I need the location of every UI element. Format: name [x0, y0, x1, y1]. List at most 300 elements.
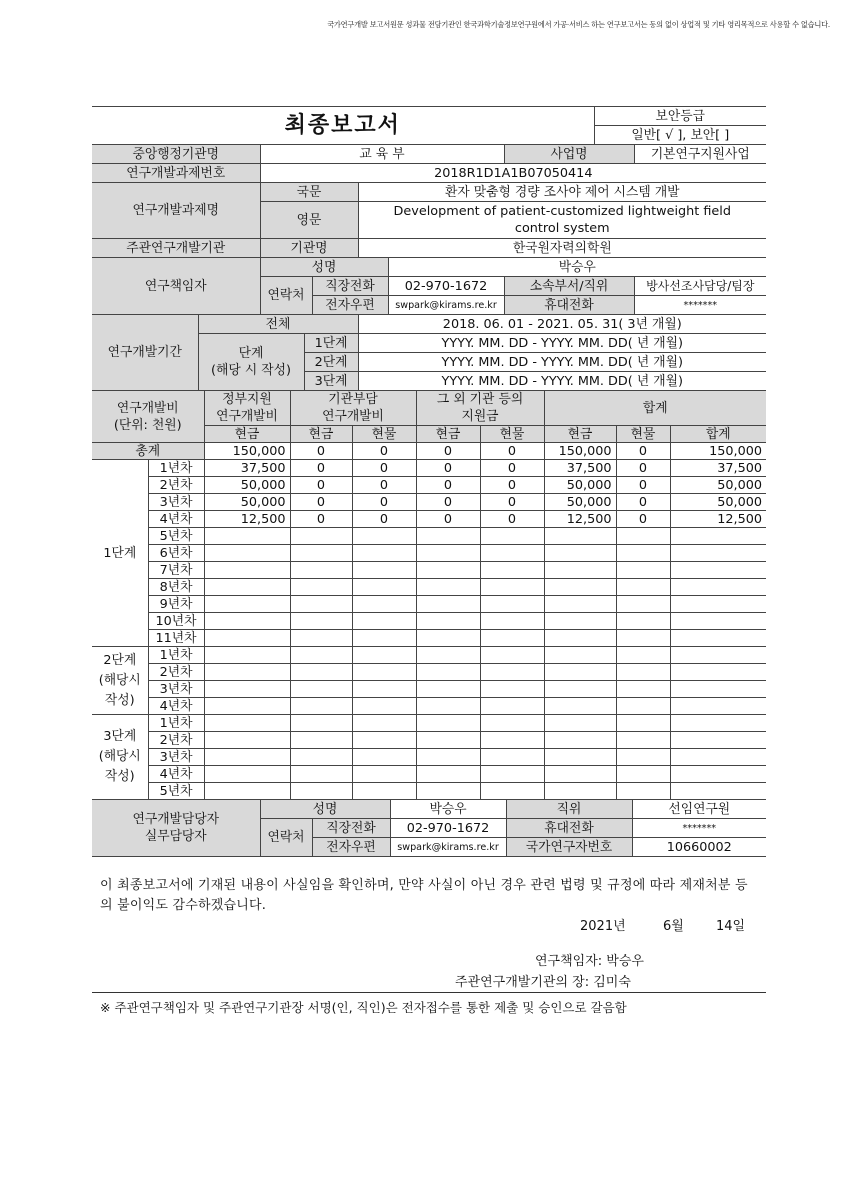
report-title: 최종보고서 [92, 107, 594, 145]
pi-dept-value: 방사선조사담당/팀장 [634, 277, 766, 296]
budget-cell [670, 681, 766, 698]
budget-word: 연구개발비 [116, 400, 179, 416]
budget-total-label: 총계 [92, 443, 204, 460]
budget-cell: 37,500 [204, 460, 290, 477]
budget-cell [544, 562, 616, 579]
sum-kind-header: 현물 [616, 426, 670, 443]
budget-cell [352, 579, 416, 596]
budget-cell [204, 749, 290, 766]
budget-cell: 0 [480, 477, 544, 494]
budget-cell [416, 698, 480, 715]
budget-cell [480, 783, 544, 800]
budget-cell [480, 630, 544, 647]
staff-label-line-2: 실무담당자 [144, 829, 207, 844]
other-fund-line-1: 그 외 기관 등의 [436, 392, 524, 407]
pi-name-label: 성명 [260, 258, 388, 277]
stage-2-rows [92, 647, 766, 715]
budget-cell [290, 562, 352, 579]
period-stage-label [198, 334, 304, 391]
budget-cell [352, 749, 416, 766]
budget-cell [670, 698, 766, 715]
project-number-value: 2018R1D1A1B07050414 [260, 164, 766, 183]
budget-cell [616, 783, 670, 800]
budget-cell: 0 [352, 477, 416, 494]
staff-name-value: 박승우 [390, 800, 506, 819]
budget-cell [416, 579, 480, 596]
korean-title-label: 국문 [260, 183, 358, 202]
budget-year-row [92, 613, 766, 630]
budget-cell [416, 562, 480, 579]
total-cell: 150,000 [544, 443, 616, 460]
stage-2-label [92, 647, 148, 715]
budget-cell [480, 664, 544, 681]
budget-year-row [92, 664, 766, 681]
budget-cell [204, 715, 290, 732]
gov-fund-header [204, 391, 290, 426]
year-label: 6년차 [148, 545, 204, 562]
sum-total-header: 합계 [670, 426, 766, 443]
budget-cell [352, 545, 416, 562]
budget-cell: 0 [290, 494, 352, 511]
budget-cell: 50,000 [204, 477, 290, 494]
budget-cell [204, 664, 290, 681]
budget-cell [290, 749, 352, 766]
budget-cell [416, 528, 480, 545]
budget-cell [616, 749, 670, 766]
inst-fund-header [290, 391, 416, 426]
total-cell: 0 [480, 443, 544, 460]
pi-label: 연구책임자 [92, 258, 260, 315]
budget-cell: 50,000 [204, 494, 290, 511]
pi-email-value: swpark@kirams.re.kr [388, 296, 504, 315]
stage-3-label-line: 3단계 [103, 729, 137, 744]
other-kind-header: 현물 [480, 426, 544, 443]
project-number-label: 연구개발과제번호 [92, 164, 260, 183]
budget-year-row [92, 511, 766, 528]
pledge-statement: 이 최종보고서에 기재된 내용이 사실임을 확인하며, 만약 사실이 아닌 경우 관련 법령 및 규정에 따라 제재처분 등의 불이익도 감수하겠습니다. [100, 878, 748, 913]
budget-cell [616, 579, 670, 596]
budget-cell [480, 647, 544, 664]
budget-year-row [92, 783, 766, 800]
budget-cell [416, 545, 480, 562]
total-cell: 0 [616, 443, 670, 460]
budget-cell [290, 732, 352, 749]
stage-2-label-line: 2단계 [103, 652, 137, 668]
other-cash-header: 현금 [416, 426, 480, 443]
total-cell: 150,000 [670, 443, 766, 460]
divider [92, 992, 766, 993]
inst-fund-line-1: 기관부담 [328, 392, 378, 407]
budget-year-row [92, 647, 766, 664]
budget-label [92, 391, 204, 443]
budget-cell [616, 545, 670, 562]
budget-cell [290, 545, 352, 562]
year-label: 4년차 [148, 698, 204, 715]
budget-cell [416, 783, 480, 800]
pi-contact-label: 연락처 [260, 277, 312, 315]
budget-cell [616, 613, 670, 630]
ministry-label: 중앙행정기관명 [92, 145, 260, 164]
budget-year-row [92, 579, 766, 596]
budget-year-row [92, 698, 766, 715]
staff-contact-label: 연락처 [260, 819, 312, 857]
budget-year-row [92, 460, 766, 477]
budget-cell [290, 715, 352, 732]
budget-cell: 0 [480, 511, 544, 528]
year-label: 3년차 [148, 749, 204, 766]
budget-cell [544, 664, 616, 681]
budget-cell [544, 766, 616, 783]
budget-cell [416, 647, 480, 664]
budget-cell [480, 562, 544, 579]
budget-cell [290, 766, 352, 783]
budget-cell [544, 528, 616, 545]
date-year: 2021년 [580, 919, 626, 934]
period-stage-2-label: 2단계 [304, 353, 358, 372]
project-title-label: 연구개발과제명 [92, 183, 260, 239]
budget-cell: 0 [480, 494, 544, 511]
budget-cell [670, 664, 766, 681]
budget-cell [670, 630, 766, 647]
budget-cell [480, 681, 544, 698]
budget-cell [352, 681, 416, 698]
budget-cell [416, 630, 480, 647]
budget-year-row [92, 477, 766, 494]
stage-word: 단계 [238, 346, 264, 361]
budget-cell [480, 545, 544, 562]
gov-fund-line-1: 정부지원 [222, 392, 272, 407]
budget-cell: 0 [352, 511, 416, 528]
head-signature: 주관연구개발기관의 장: 김미숙 [455, 975, 631, 990]
budget-cell [480, 613, 544, 630]
budget-cell [616, 630, 670, 647]
budget-cell [416, 766, 480, 783]
budget-cell [352, 630, 416, 647]
researcher-number-label: 국가연구자번호 [506, 838, 632, 857]
budget-cell: 0 [416, 511, 480, 528]
stage-2-label-line: 작성) [104, 692, 135, 708]
report-info-table [92, 106, 766, 315]
budget-year-row [92, 596, 766, 613]
budget-cell [544, 732, 616, 749]
year-label: 1년차 [148, 715, 204, 732]
budget-cell [290, 698, 352, 715]
budget-cell [290, 783, 352, 800]
gov-cash-header: 현금 [204, 426, 290, 443]
total-cell: 0 [352, 443, 416, 460]
budget-unit: (단위: 천원) [113, 417, 182, 433]
budget-cell [616, 562, 670, 579]
budget-cell [204, 783, 290, 800]
budget-cell [352, 766, 416, 783]
budget-cell: 12,500 [544, 511, 616, 528]
budget-cell [670, 579, 766, 596]
stage-3-label [92, 715, 148, 800]
budget-cell [544, 630, 616, 647]
budget-cell [616, 698, 670, 715]
budget-cell [204, 579, 290, 596]
budget-cell [290, 647, 352, 664]
pi-name-value: 박승우 [388, 258, 766, 277]
staff-name-label: 성명 [260, 800, 390, 819]
budget-cell [290, 613, 352, 630]
budget-cell [204, 545, 290, 562]
sum-header: 합계 [544, 391, 766, 426]
budget-cell: 0 [352, 494, 416, 511]
english-title-label: 영문 [260, 202, 358, 239]
year-label: 5년차 [148, 783, 204, 800]
budget-cell: 0 [616, 511, 670, 528]
budget-cell [204, 647, 290, 664]
budget-cell [670, 647, 766, 664]
budget-year-row [92, 494, 766, 511]
budget-cell [290, 681, 352, 698]
budget-cell [544, 681, 616, 698]
budget-cell [290, 630, 352, 647]
budget-cell [616, 528, 670, 545]
budget-cell [544, 596, 616, 613]
year-label: 5년차 [148, 528, 204, 545]
budget-cell [204, 630, 290, 647]
budget-cell [670, 749, 766, 766]
budget-year-row [92, 528, 766, 545]
budget-cell: 12,500 [670, 511, 766, 528]
budget-cell: 0 [616, 477, 670, 494]
staff-phone-label: 직장전화 [312, 819, 390, 838]
budget-cell [352, 732, 416, 749]
budget-cell [352, 528, 416, 545]
year-label: 1년차 [148, 460, 204, 477]
budget-cell [416, 681, 480, 698]
budget-year-row [92, 715, 766, 732]
budget-cell: 50,000 [544, 477, 616, 494]
pi-mobile-label: 휴대전화 [504, 296, 634, 315]
budget-cell [204, 596, 290, 613]
korean-title-value: 환자 맞춤형 경량 조사야 제어 시스템 개발 [358, 183, 766, 202]
year-label: 3년차 [148, 494, 204, 511]
budget-cell [544, 579, 616, 596]
budget-cell [204, 528, 290, 545]
staff-email-label: 전자우편 [312, 838, 390, 857]
budget-cell [616, 647, 670, 664]
date-month: 6월 [663, 919, 684, 934]
budget-cell [352, 698, 416, 715]
budget-cell [670, 715, 766, 732]
budget-cell [544, 613, 616, 630]
budget-year-row [92, 545, 766, 562]
footnote: ※ 주관연구책임자 및 주관연구기관장 서명(인, 직인)은 전자접수를 통한 제출 및 승인으로 갈음함 [100, 1000, 627, 1015]
budget-cell [544, 647, 616, 664]
budget-cell [480, 749, 544, 766]
budget-cell [670, 562, 766, 579]
budget-cell [204, 681, 290, 698]
budget-cell [480, 579, 544, 596]
other-fund-header [416, 391, 544, 426]
budget-cell: 0 [416, 477, 480, 494]
gov-fund-line-2: 연구개발비 [216, 409, 278, 424]
inst-cash-header: 현금 [290, 426, 352, 443]
total-cell: 0 [290, 443, 352, 460]
budget-cell [616, 596, 670, 613]
ministry-value: 교 육 부 [260, 145, 504, 164]
year-label: 8년차 [148, 579, 204, 596]
budget-cell [480, 698, 544, 715]
budget-cell [352, 664, 416, 681]
budget-cell [670, 732, 766, 749]
budget-cell [290, 664, 352, 681]
budget-cell: 0 [480, 460, 544, 477]
budget-cell: 0 [416, 494, 480, 511]
org-name-label: 기관명 [260, 239, 358, 258]
budget-cell: 37,500 [670, 460, 766, 477]
budget-year-row [92, 681, 766, 698]
budget-cell [544, 715, 616, 732]
year-label: 11년차 [148, 630, 204, 647]
inst-kind-header: 현물 [352, 426, 416, 443]
year-label: 2년차 [148, 732, 204, 749]
budget-cell [204, 698, 290, 715]
budget-cell [616, 681, 670, 698]
budget-cell: 50,000 [544, 494, 616, 511]
budget-total-row [92, 443, 766, 460]
budget-cell [204, 766, 290, 783]
period-table [92, 314, 766, 391]
staff-label-line-1: 연구개발담당자 [132, 812, 220, 827]
budget-year-row [92, 562, 766, 579]
pi-phone-value: 02-970-1672 [388, 277, 504, 296]
budget-cell [544, 545, 616, 562]
program-value: 기본연구지원사업 [634, 145, 766, 164]
staff-position-value: 선임연구원 [632, 800, 766, 819]
budget-cell [352, 647, 416, 664]
researcher-number-value: 10660002 [632, 838, 766, 857]
staff-label [92, 800, 260, 857]
budget-cell [480, 715, 544, 732]
pi-mobile-value: ******* [634, 296, 766, 315]
budget-cell [544, 698, 616, 715]
stage-1-label: 1단계 [92, 460, 148, 647]
pi-dept-label: 소속부서/직위 [504, 277, 634, 296]
budget-cell: 50,000 [670, 494, 766, 511]
budget-cell [480, 596, 544, 613]
budget-cell [616, 715, 670, 732]
period-label: 연구개발기간 [92, 315, 198, 391]
year-label: 1년차 [148, 647, 204, 664]
budget-cell: 50,000 [670, 477, 766, 494]
year-label: 4년차 [148, 766, 204, 783]
staff-phone-value: 02-970-1672 [390, 819, 506, 838]
period-stage-1-value: YYYY. MM. DD - YYYY. MM. DD( 년 개월) [358, 334, 766, 353]
budget-cell [290, 528, 352, 545]
year-label: 7년차 [148, 562, 204, 579]
other-fund-line-2: 지원금 [461, 409, 499, 424]
pi-email-label: 전자우편 [312, 296, 388, 315]
org-name-value: 한국원자력의학원 [358, 239, 766, 258]
budget-cell [204, 562, 290, 579]
budget-cell: 0 [352, 460, 416, 477]
budget-cell [204, 732, 290, 749]
staff-mobile-value: ******* [632, 819, 766, 838]
budget-table [92, 390, 766, 800]
staff-table [92, 799, 766, 857]
security-grade-value: 일반[ √ ], 보안[ ] [594, 126, 766, 145]
budget-year-row [92, 630, 766, 647]
year-label: 3년차 [148, 681, 204, 698]
budget-cell [670, 613, 766, 630]
inst-fund-line-2: 연구개발비 [322, 409, 384, 424]
budget-cell: 0 [616, 494, 670, 511]
year-label: 2년차 [148, 664, 204, 681]
staff-mobile-label: 휴대전화 [506, 819, 632, 838]
budget-cell [290, 579, 352, 596]
budget-cell [544, 783, 616, 800]
budget-cell [204, 613, 290, 630]
budget-cell [416, 596, 480, 613]
total-cell: 150,000 [204, 443, 290, 460]
budget-cell [670, 766, 766, 783]
budget-cell: 37,500 [544, 460, 616, 477]
budget-cell [352, 596, 416, 613]
budget-year-row [92, 732, 766, 749]
staff-email-value: swpark@kirams.re.kr [390, 838, 506, 857]
budget-cell [670, 528, 766, 545]
budget-cell: 0 [290, 511, 352, 528]
security-grade-label: 보안등급 [594, 107, 766, 126]
period-total-value: 2018. 06. 01 - 2021. 05. 31( 3년 개월) [358, 315, 766, 334]
english-title-value: Development of patient-customized lightweight field control system [358, 202, 766, 239]
budget-year-row [92, 766, 766, 783]
pi-signature: 연구책임자: 박승우 [535, 954, 644, 969]
budget-cell [352, 783, 416, 800]
budget-cell [670, 783, 766, 800]
pi-phone-label: 직장전화 [312, 277, 388, 296]
budget-cell: 0 [416, 460, 480, 477]
budget-cell [352, 613, 416, 630]
stage-note: (해당 시 작성) [211, 363, 291, 378]
budget-cell: 0 [290, 477, 352, 494]
budget-cell [352, 562, 416, 579]
budget-cell [416, 715, 480, 732]
stage-2-label-line: (해당시 [98, 672, 141, 688]
year-label: 4년차 [148, 511, 204, 528]
stage-3-label-line: 작성) [104, 769, 135, 784]
year-label: 9년차 [148, 596, 204, 613]
report-cover-form [92, 106, 766, 857]
period-stage-3-label: 3단계 [304, 372, 358, 391]
budget-cell [616, 766, 670, 783]
program-label: 사업명 [504, 145, 634, 164]
copyright-notice: 국가연구개발 보고서원문 성과물 전담기관인 한국과학기술정보연구원에서 가공·서비스 하는 연구보고서는 동의 없이 상업적 및 기타 영리목적으로 사용할 수 없습니다. [327, 20, 830, 29]
budget-cell: 0 [290, 460, 352, 477]
period-total-label: 전체 [198, 315, 358, 334]
stage-3-rows [92, 715, 766, 800]
budget-cell: 12,500 [204, 511, 290, 528]
budget-cell [416, 664, 480, 681]
budget-cell [670, 545, 766, 562]
budget-cell: 0 [616, 460, 670, 477]
budget-cell [416, 613, 480, 630]
year-label: 2년차 [148, 477, 204, 494]
lead-org-label: 주관연구개발기관 [92, 239, 260, 258]
budget-cell [480, 732, 544, 749]
period-stage-2-value: YYYY. MM. DD - YYYY. MM. DD( 년 개월) [358, 353, 766, 372]
date-day: 14일 [716, 919, 746, 934]
budget-year-row [92, 749, 766, 766]
budget-cell [480, 766, 544, 783]
staff-position-label: 직위 [506, 800, 632, 819]
budget-cell [480, 528, 544, 545]
budget-cell [416, 749, 480, 766]
